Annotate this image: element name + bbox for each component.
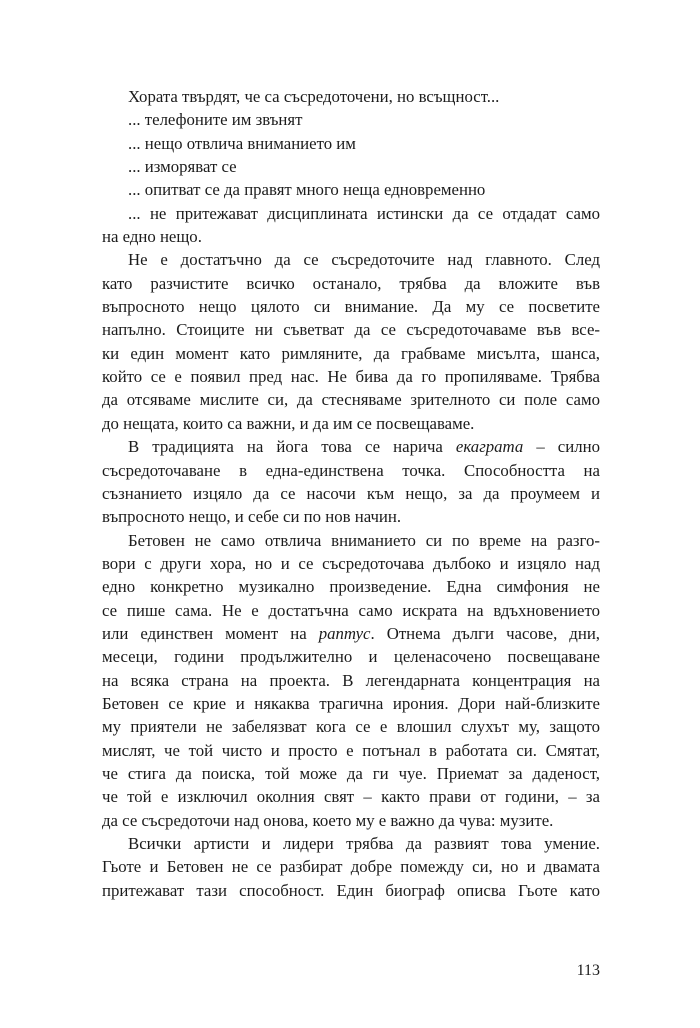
list-intro: Хората твърдят, че са съсредоточени, но всъщност...: [128, 87, 500, 106]
paragraph-focus: [102, 248, 600, 435]
paragraph-line: Не е достатъчно да се съсредоточите над главното. След: [128, 250, 600, 270]
paragraph-line: [102, 435, 600, 458]
paragraph-artists: [102, 832, 600, 902]
text-run: . Отнема дълги часове, дни,: [370, 623, 600, 643]
italic-term: екаграта: [455, 437, 524, 457]
paragraph-line: Всички артисти и лидери трябва да развият това умение.: [128, 834, 600, 853]
text-run: или единствен момент на: [102, 623, 319, 643]
paragraph-line: въпросното нещо цялото си внимание. Да му се посветите: [102, 297, 600, 317]
paragraph-line: вори с други хора, но и се съсредоточава дълбоко и изцяло над: [102, 553, 600, 573]
paragraph-line: съзнанието изцяло да се насочи към нещо, за да проумеем и: [102, 483, 600, 503]
paragraph-line: като разчистите всичко останало, трябва да вложите във: [102, 273, 600, 293]
body-text: [102, 85, 600, 902]
paragraph-line: съсредоточаване в една-единствена точка. Способността на: [102, 460, 600, 480]
list-item: ... нещо отвлича вниманието им: [128, 133, 356, 153]
page-number: 113: [576, 962, 600, 979]
text-run: В традицията на йога това се нарича: [128, 437, 456, 457]
paragraph-line: че той е изключил околния свят – както прави от години, – за: [102, 787, 600, 807]
paragraph-line: Бетовен се крие и някаква трагична ирония. Дори най-близките: [102, 693, 600, 713]
paragraph-line: едно конкретно музикално произведение. Една симфония не: [102, 577, 600, 597]
paragraph-line: месеци, години продължително и целенасочено посвещаване: [102, 647, 600, 667]
italic-term: раптус: [318, 623, 371, 643]
list-item: ... опитват се да правят много неща едновременно: [128, 180, 486, 200]
paragraph-line: въпросното нещо, и себе си по нов начин.: [102, 507, 402, 527]
paragraph-line: напълно. Стоиците ни съветват да се съсредоточаваме във все-: [102, 320, 600, 340]
paragraph-line: да се съсредоточи над онова, което му е важно да чува: музите.: [102, 810, 554, 830]
paragraph-line: Бетовен не само отвлича вниманието си по време на разго-: [128, 530, 600, 550]
paragraph-line: се пише сама. Не е достатъчна само искрата на вдъхновението: [102, 600, 600, 620]
paragraph-line: че стига да поиска, той може да ги чуе. Приемат за даденост,: [102, 763, 600, 783]
paragraph-line: [102, 622, 600, 645]
list-item: ... телефоните им звънят: [128, 110, 303, 130]
paragraph-line: мислят, че той чисто и просто е потънал в работата си. Смятат,: [102, 740, 600, 760]
text-run: – силно: [523, 437, 600, 457]
paragraph-line: ки един момент като римляните, да грабваме мисълта, шанса,: [102, 343, 600, 363]
list-item: ... не притежават дисциплината истински да се отдадат само: [128, 203, 600, 223]
paragraph-line: притежават тази способност. Един биограф описва Гьоте като: [102, 880, 600, 900]
paragraph-line: Гьоте и Бетовен не се разбират добре помежду си, но и двамата: [102, 857, 600, 877]
paragraph-line: който се е появил пред нас. Не бива да го пропиляваме. Трябва: [102, 367, 600, 387]
paragraph-ekagrata: [102, 435, 600, 528]
paragraph-line: да отсяваме мислите си, да стесняваме зрителното си поле само: [102, 390, 600, 410]
paragraph-line: му приятели не забелязват кога се е влошил слухът му, защото: [102, 717, 600, 737]
list-item: ... изморяват се: [128, 157, 237, 177]
paragraph-line: до нещата, които са важни, и да им се посвещаваме.: [102, 413, 475, 433]
list-item-continuation: на едно нещо.: [102, 227, 202, 247]
paragraph-line: на всяка страна на проекта. В легендарната концентрация на: [102, 670, 600, 690]
paragraph-beethoven: [102, 529, 600, 832]
